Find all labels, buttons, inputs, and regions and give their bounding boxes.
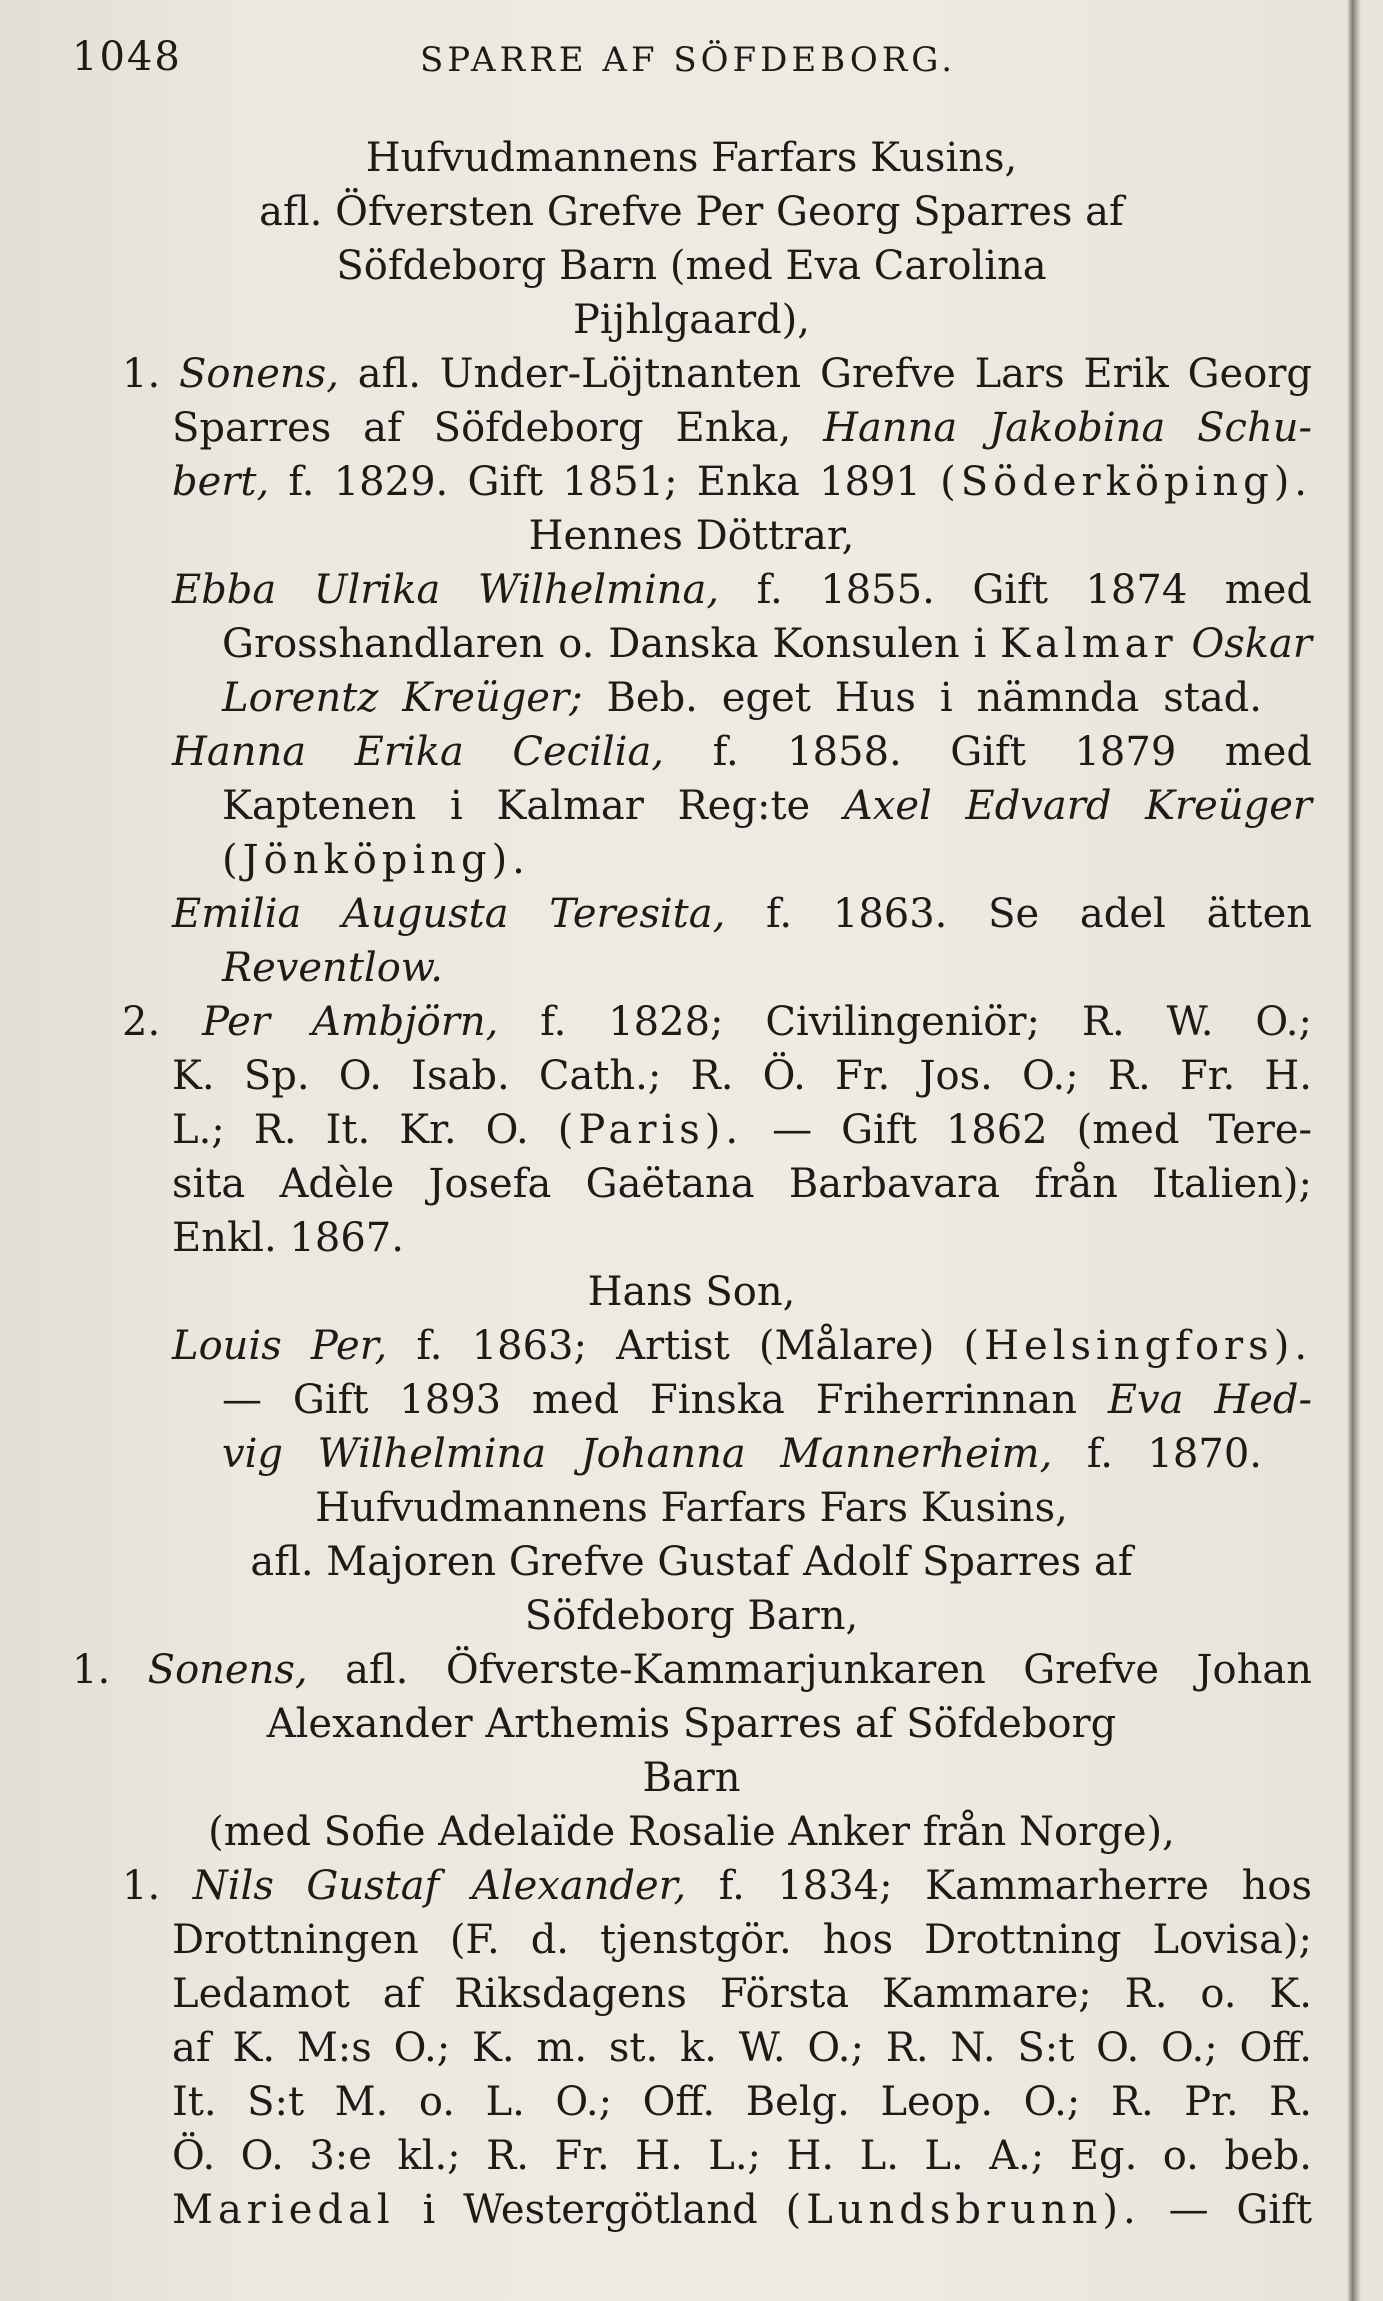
entry-number: 1. <box>122 1863 161 1909</box>
entry-line <box>122 996 1312 1048</box>
entry-line: Ö. O. 3:e kl.; R. Fr. H. L.; H. L. L. A.; Eg. o. beb. <box>172 2133 1312 2179</box>
person-name: Eva Hed- <box>1107 1377 1312 1423</box>
section-heading-line: afl. Majoren Grefve Gustaf Adolf Sparres af <box>250 1539 1133 1585</box>
entry-text: — Gift <box>1168 2187 1313 2233</box>
subheading: Hans Son, <box>587 1269 796 1315</box>
entry-line: K. Sp. O. Isab. Cath.; R. Ö. Fr. Jos. O.; R. Fr. H. <box>172 1053 1312 1099</box>
entry-text: Grosshandlaren o. Danska Konsulen i <box>222 621 987 667</box>
place-name: (Lundsbrunn). <box>785 2187 1141 2233</box>
section-heading-line: Söfdeborg Barn (med Eva Carolina <box>336 243 1047 289</box>
entry-line: Barn <box>642 1755 741 1801</box>
entry-text: Sparres af Söfdeborg Enka, <box>172 405 792 451</box>
entry-line: Alexander Arthemis Sparres af Söfdeborg <box>266 1701 1117 1747</box>
entry-text: f. 1870. <box>1086 1431 1262 1477</box>
entry-text: Kaptenen i Kalmar Reg:te <box>222 783 811 829</box>
entry-line <box>172 888 1312 940</box>
person-name: Hanna Jakobina Schu- <box>823 405 1312 451</box>
running-head: SPARRE AF SÖFDEBORG. <box>420 40 957 80</box>
entry-line: It. S:t M. o. L. O.; Off. Belg. Leop. O.; R. Pr. R. <box>172 2079 1312 2125</box>
entry-text: — Gift 1862 (med Tere- <box>772 1107 1313 1153</box>
person-name: Per Ambjörn, <box>202 999 499 1045</box>
entry-line: (med Sofie Adelaïde Rosalie Anker från Norge), <box>208 1809 1175 1855</box>
entry-line <box>222 618 1312 670</box>
place-name: (Söderköping). <box>940 459 1313 505</box>
entry-line <box>122 1860 1312 1912</box>
person-name: Ebba Ulrika Wilhelmina, <box>172 567 720 613</box>
entry-line: Ledamot af Riksdagens Första Kammare; R. o. K. <box>172 1971 1312 2017</box>
person-name: Reventlow. <box>222 945 443 991</box>
section-heading-line: Hufvudmannens Farfars Kusins, <box>365 135 1018 181</box>
page-number: 1048 <box>72 34 182 80</box>
person-name: bert, <box>172 459 270 505</box>
entry-text: L.; R. It. Kr. O. <box>172 1107 529 1153</box>
place-name: Mariedal <box>172 2187 395 2233</box>
entry-text: — Gift 1893 med Finska Friherrinnan <box>222 1377 1077 1423</box>
place-name: Kalmar <box>1000 621 1178 667</box>
entry-text: f. 1863. Se adel ätten <box>766 891 1313 937</box>
entry-line <box>72 1644 1312 1696</box>
entry-line <box>222 780 1312 832</box>
entry-line: af K. M:s O.; K. m. st. k. W. O.; R. N. S:t O. O.; Off. <box>172 2025 1312 2071</box>
person-name: Lorentz Kreüger; <box>222 675 583 721</box>
entry-line <box>222 1428 1262 1480</box>
entry-line <box>172 2184 1312 2236</box>
entry-number: 1. <box>122 351 161 397</box>
section-heading-line: Hufvudmannens Farfars Fars Kusins, <box>315 1485 1068 1531</box>
entry-text: f. 1829. Gift 1851; Enka 1891 <box>288 459 921 505</box>
entry-line <box>172 726 1312 778</box>
section-heading-line: Pijhlgaard), <box>572 297 810 343</box>
entry-number: 2. <box>122 999 161 1045</box>
place-name: (Helsingfors). <box>963 1323 1313 1369</box>
section-heading-line: afl. Öfversten Grefve Per Georg Sparres af <box>259 189 1124 235</box>
entry-line <box>172 1320 1312 1372</box>
person-name: vig Wilhelmina Johanna Mannerheim, <box>222 1431 1053 1477</box>
entry-text: i Westergötland <box>422 2187 758 2233</box>
entry-line <box>172 402 1312 454</box>
person-name: Axel Edvard Kreüger <box>843 783 1312 829</box>
entry-label: Sonens, <box>147 1647 308 1693</box>
entry-line <box>172 1104 1312 1156</box>
entry-line <box>172 564 1312 616</box>
place-name: (Paris). <box>557 1107 744 1153</box>
section-heading-line: Söfdeborg Barn, <box>524 1593 859 1639</box>
entry-line: Drottningen (F. d. tjenstgör. hos Drottning Lovisa); <box>172 1917 1312 1963</box>
person-name: Oskar <box>1191 621 1313 667</box>
entry-line <box>222 672 1262 724</box>
entry-text: f. 1828; Civilingeniör; R. W. O.; <box>540 999 1312 1045</box>
subheading: Hennes Döttrar, <box>528 513 855 559</box>
entry-text: afl. Öfverste-Kammarjunkaren Grefve Johan <box>345 1647 1313 1693</box>
person-name: Hanna Erika Cecilia, <box>172 729 665 775</box>
entry-text: Beb. eget Hus i nämnda stad. <box>606 675 1262 721</box>
entry-text: f. 1834; Kammarherre hos <box>718 1863 1313 1909</box>
entry-number: 1. <box>72 1647 111 1693</box>
person-name: Nils Gustaf Alexander, <box>192 1863 687 1909</box>
entry-line <box>222 1374 1312 1426</box>
entry-line: sita Adèle Josefa Gaëtana Barbavara från Italien); <box>172 1161 1312 1207</box>
person-name: Emilia Augusta Teresita, <box>172 891 726 937</box>
entry-line: Enkl. 1867. <box>172 1215 404 1261</box>
person-name: Louis Per, <box>172 1323 388 1369</box>
entry-text: afl. Under-Löjtnanten Grefve Lars Erik Georg <box>357 351 1313 397</box>
entry-line <box>172 456 1312 508</box>
entry-line <box>122 348 1312 400</box>
page-header <box>72 34 1312 84</box>
entry-text: f. 1863; Artist (Målare) <box>416 1323 935 1369</box>
place-name: (Jönköping). <box>222 837 530 883</box>
entry-label: Sonens, <box>178 351 339 397</box>
entry-text: f. 1855. Gift 1874 med <box>756 567 1313 613</box>
entry-text: f. 1858. Gift 1879 med <box>712 729 1313 775</box>
